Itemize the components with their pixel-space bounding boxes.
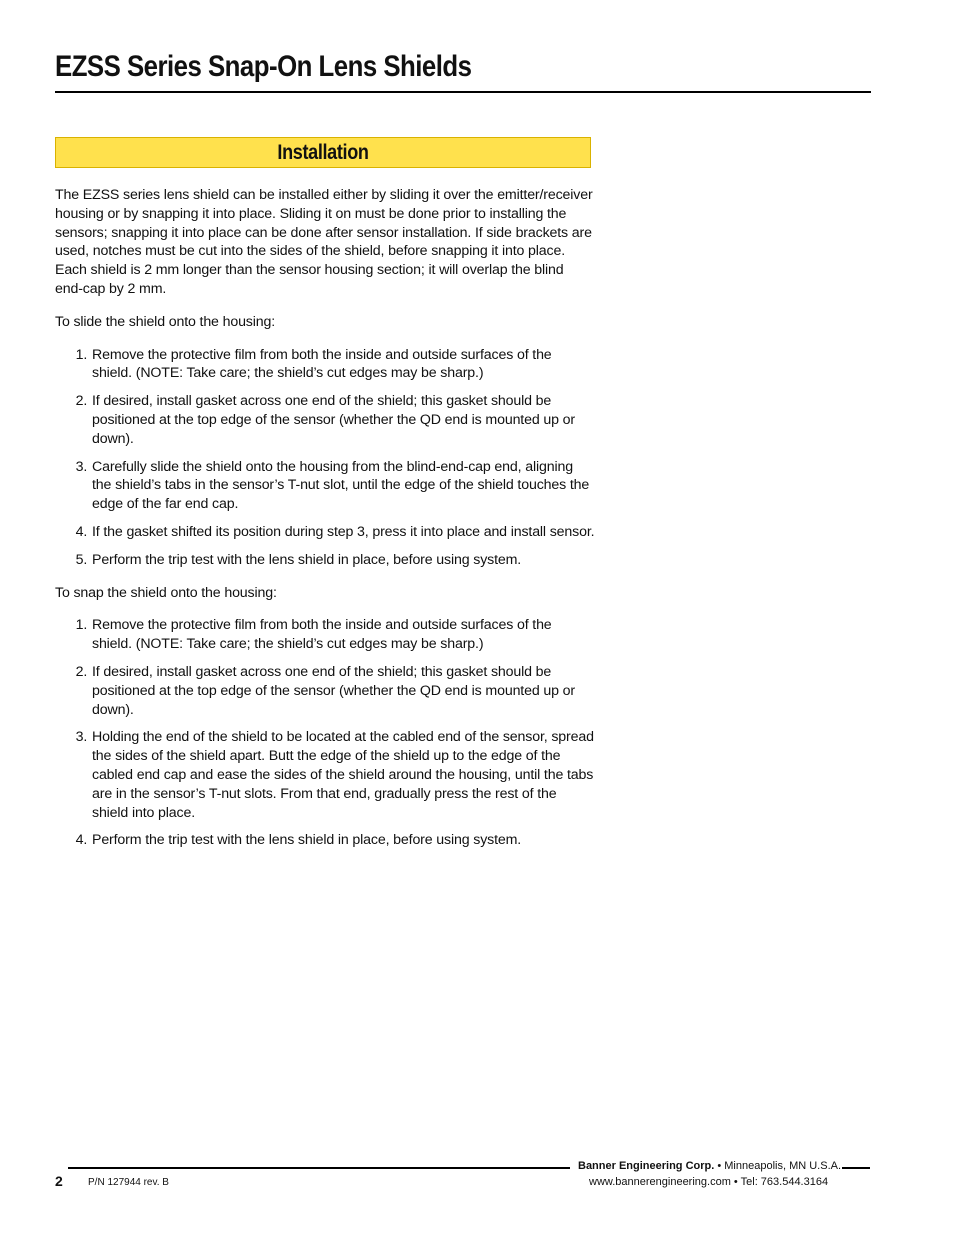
installation-content — [55, 186, 595, 864]
company-name: Banner Engineering Corp. — [578, 1160, 715, 1172]
slide-instructions-lead: To slide the shield onto the housing: — [55, 313, 276, 330]
snap-step: 3. Holding the end of the shield to be located at the cabled end of the sensor, spread the sides of the shield apart. Butt the edge of the shield up to the edge of the cabled end cap and ease the sides of the shield around the housing, until the tabs are in the sensor’s T-nut slots. From that end, gradually press the rest of the shield into place. — [91, 728, 595, 822]
snap-steps-list — [55, 616, 595, 850]
footer-company-line — [578, 1160, 841, 1172]
part-number: P/N 127944 rev. B — [88, 1177, 169, 1188]
slide-step: 5. Perform the trip test with the lens shield in place, before using system. — [91, 551, 595, 570]
slide-step: 1. Remove the protective film from both the inside and outside surfaces of the shield. (NOTE: Take care; the shield’s cut edges may be sharp.) — [91, 346, 595, 384]
page-number: 2 — [55, 1173, 63, 1189]
slide-step: 3. Carefully slide the shield onto the housing from the blind-end-cap end, aligning the shield’s tabs in the sensor’s T-nut slot, until the edge of the shield touches the edge of the far end cap. — [91, 458, 595, 514]
footer-divider-left — [68, 1167, 570, 1169]
snap-step: 2. If desired, install gasket across one end of the shield; this gasket should be positioned at the top edge of the sensor (whether the QD end is mounted up or down). — [91, 663, 595, 719]
footer-divider-right — [842, 1167, 870, 1169]
section-heading-band — [55, 137, 591, 168]
intro-paragraph: The EZSS series lens shield can be installed either by sliding it over the emitter/receiver housing or by snapping it into place. Sliding it on must be done prior to installing the sensors; snapping it into place can be done after sensor installation. If side brackets are used, notches must be cut into the sides of the shield, before snapping it into place. Each shield is 2 mm longer than the sensor housing section; it will overlap the blind end-cap by 2 mm. — [55, 187, 593, 297]
slide-step: 4. If the gasket shifted its position during step 3, press it into place and install sensor. — [91, 523, 595, 542]
footer-contact-line: www.bannerengineering.com • Tel: 763.544.3164 — [589, 1176, 829, 1188]
slide-step: 2. If desired, install gasket across one end of the shield; this gasket should be positioned at the top edge of the sensor (whether the QD end is mounted up or down). — [91, 392, 595, 448]
company-location: • Minneapolis, MN U.S.A. — [714, 1160, 842, 1172]
snap-instructions-lead: To snap the shield onto the housing: — [55, 584, 277, 601]
page-title: EZSS Series Snap-On Lens Shields — [55, 50, 472, 83]
snap-step: 1. Remove the protective film from both the inside and outside surfaces of the shield. (NOTE: Take care; the shield’s cut edges may be sharp.) — [91, 616, 595, 654]
slide-steps-list — [55, 346, 595, 570]
snap-step: 4. Perform the trip test with the lens shield in place, before using system. — [91, 831, 595, 850]
section-heading: Installation — [277, 141, 369, 164]
title-divider — [55, 91, 871, 93]
